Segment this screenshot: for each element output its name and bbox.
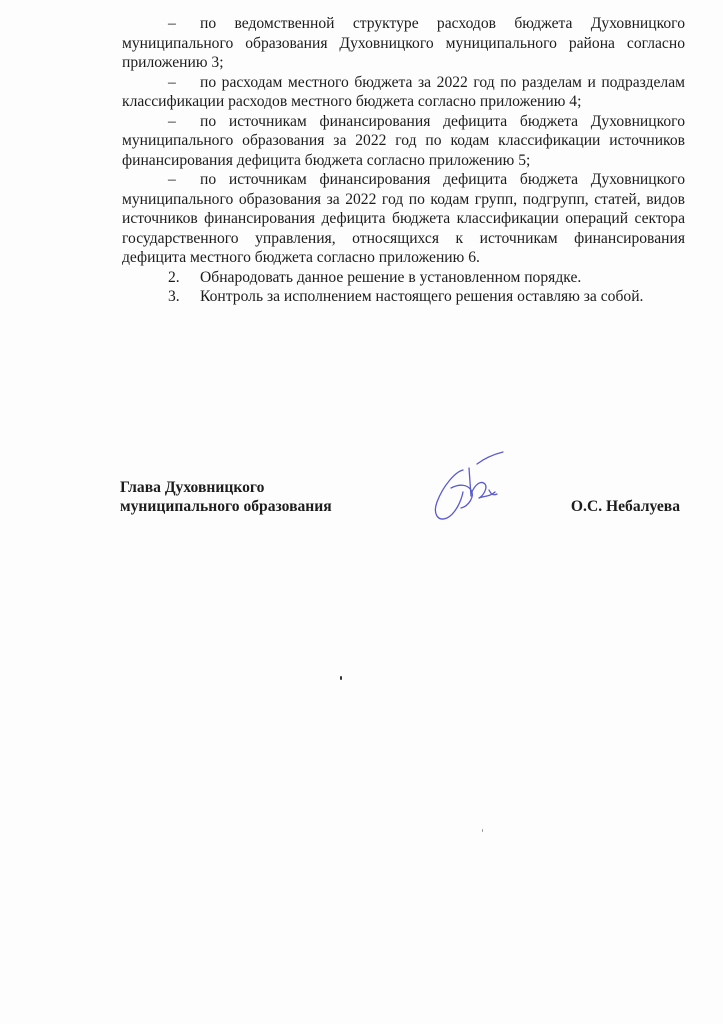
list-item <box>122 14 685 73</box>
item-text: по источникам финансирования дефицита бюджета Духовницкого муниципального образования за 2022 год по кодам групп, подгрупп, статей, видов источников финансирования дефицита бюджета классификации операций сектора государственного управления, относящихся к источникам финансирования дефицита местного бюджета согласно приложению 6. <box>122 171 685 266</box>
item-text: по источникам финансирования дефицита бюджета Духовницкого муниципального образования за 2022 год по кодам классификации источников финансирования дефицита бюджета согласно приложению 5; <box>122 112 685 169</box>
scan-speck <box>482 829 483 832</box>
item-marker: – <box>168 73 176 91</box>
item-number: 3. <box>168 288 180 305</box>
item-text: по расходам местного бюджета за 2022 год по разделам и подразделам классификации расходов местного бюджета согласно приложению 4; <box>122 73 685 110</box>
position-line-1: Глава Духовницкого <box>120 479 265 496</box>
list-item <box>122 73 685 112</box>
numbered-item <box>122 287 685 307</box>
signatory-position <box>120 478 332 516</box>
numbered-item <box>122 268 685 288</box>
signatory-name: О.С. Небалуева <box>570 498 680 515</box>
document-body <box>122 14 685 307</box>
list-item <box>122 112 685 171</box>
list-item <box>122 170 685 268</box>
item-text: Обнародовать данное решение в установленном порядке. <box>200 268 582 286</box>
handwritten-signature <box>425 450 515 528</box>
item-marker: – <box>168 112 176 130</box>
signature-block <box>120 478 680 538</box>
item-marker: – <box>168 171 176 188</box>
item-text: по ведомственной структуре расходов бюджета Духовницкого муниципального образования Духовницкого муниципального района согласно приложению 3; <box>122 15 685 71</box>
item-text: Контроль за исполнением настоящего решения оставляю за собой. <box>200 288 644 305</box>
scan-speck <box>340 676 342 680</box>
item-number: 2. <box>168 268 180 286</box>
item-marker: – <box>168 15 176 32</box>
position-line-2: муниципального образования <box>120 498 332 515</box>
